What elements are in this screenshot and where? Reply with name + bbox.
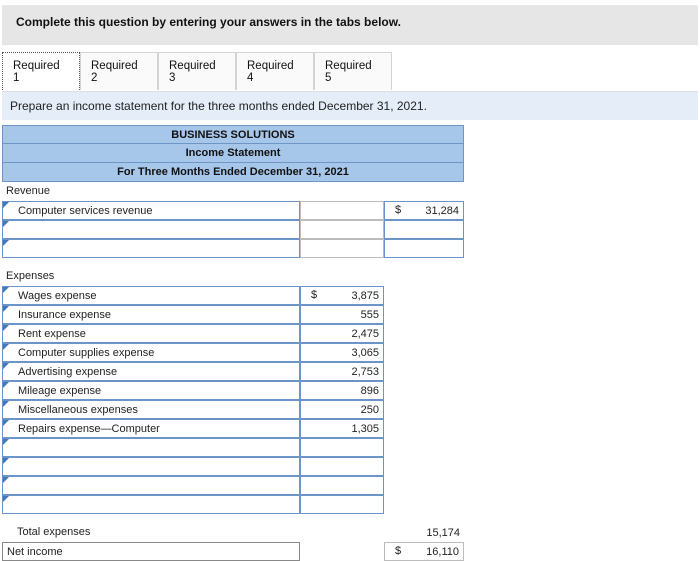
expense-blank-amount[interactable] xyxy=(300,457,384,476)
statement-period: For Three Months Ended December 31, 2021 xyxy=(2,163,464,182)
expense-blank-label[interactable] xyxy=(2,438,300,457)
statement-company: BUSINESS SOLUTIONS xyxy=(2,125,464,144)
expense-label-field[interactable] xyxy=(2,381,300,400)
expense-blank-row xyxy=(2,476,464,495)
expense-blank-row xyxy=(2,457,464,476)
net-income-row xyxy=(2,542,464,561)
expense-amount: 3,065 xyxy=(351,346,379,359)
revenue-label: Computer services revenue xyxy=(18,205,153,217)
expenses-heading: Expenses xyxy=(6,270,55,282)
expense-label: Computer supplies expense xyxy=(18,347,155,359)
dropdown-marker-icon xyxy=(3,382,9,388)
expense-amount-field[interactable] xyxy=(300,324,384,343)
expense-row xyxy=(2,343,464,362)
revenue-heading: Revenue xyxy=(6,185,51,197)
dropdown-marker-icon xyxy=(3,439,9,445)
expense-amount: 1,305 xyxy=(351,422,379,435)
revenue-blank-row-2 xyxy=(2,239,464,258)
dropdown-marker-icon xyxy=(3,202,9,208)
revenue-label-field[interactable] xyxy=(2,201,300,220)
expense-blank-amount[interactable] xyxy=(300,438,384,457)
expense-label: Mileage expense xyxy=(18,385,102,397)
expense-row xyxy=(2,362,464,381)
revenue-blank-label-1[interactable] xyxy=(2,220,300,239)
dropdown-marker-icon xyxy=(3,458,9,464)
expense-amount-field[interactable] xyxy=(300,400,384,419)
expense-label: Advertising expense xyxy=(18,366,118,378)
dropdown-marker-icon xyxy=(3,477,9,483)
revenue-blank-col1-2[interactable] xyxy=(300,239,384,258)
revenue-amount: 31,284 xyxy=(425,204,459,217)
net-income-currency: $ xyxy=(395,545,402,557)
expense-label-field[interactable] xyxy=(2,343,300,362)
question-banner xyxy=(2,5,698,45)
dropdown-marker-icon xyxy=(3,401,9,407)
dropdown-marker-icon xyxy=(3,240,9,246)
expense-label: Repairs expense—Computer xyxy=(18,423,160,435)
dropdown-marker-icon xyxy=(3,287,9,293)
expense-amount-field[interactable] xyxy=(300,305,384,324)
instruction-text: Prepare an income statement for the three months ended December 31, 2021. xyxy=(10,99,427,113)
expense-amount-field[interactable] xyxy=(300,362,384,381)
expense-col2-empty xyxy=(384,286,464,305)
expense-row xyxy=(2,419,464,438)
expense-amount: 896 xyxy=(360,384,379,397)
expense-blank-row xyxy=(2,495,464,514)
revenue-blank-col2-1[interactable] xyxy=(384,220,464,239)
total-expenses-row xyxy=(2,523,464,542)
expenses-heading-row xyxy=(2,267,464,286)
expense-blank-label[interactable] xyxy=(2,495,300,514)
expense-amount: 555 xyxy=(360,308,379,321)
answer-tabs xyxy=(2,52,392,92)
tab-required-1[interactable]: Required 1 xyxy=(2,52,80,90)
expense-row xyxy=(2,381,464,400)
revenue-blank-row-1 xyxy=(2,220,464,239)
expense-label-field[interactable] xyxy=(2,362,300,381)
expense-row xyxy=(2,305,464,324)
total-expenses-amount: 15,174 xyxy=(426,526,460,539)
revenue-currency: $ xyxy=(395,204,402,216)
dropdown-marker-icon xyxy=(3,496,9,502)
expense-blank-row xyxy=(2,438,464,457)
dropdown-marker-icon xyxy=(3,363,9,369)
expense-label: Miscellaneous expenses xyxy=(18,404,138,416)
dropdown-marker-icon xyxy=(3,221,9,227)
expense-label: Insurance expense xyxy=(18,309,111,321)
expense-amount-field[interactable] xyxy=(300,286,384,305)
expense-label-field[interactable] xyxy=(2,286,300,305)
expense-amount-field[interactable] xyxy=(300,381,384,400)
expense-currency: $ xyxy=(311,289,318,301)
revenue-blank-col1-1[interactable] xyxy=(300,220,384,239)
expense-label: Wages expense xyxy=(18,290,97,302)
expense-blank-label[interactable] xyxy=(2,476,300,495)
revenue-amount-field[interactable] xyxy=(384,201,464,220)
net-income-field[interactable] xyxy=(384,542,464,561)
expense-amount: 3,875 xyxy=(351,289,379,302)
total-expenses-label: Total expenses xyxy=(17,526,91,538)
net-income-label: Net income xyxy=(2,542,300,561)
expense-row xyxy=(2,286,464,305)
instruction-bar xyxy=(2,92,698,120)
net-income-amount: 16,110 xyxy=(426,545,459,558)
expense-label: Rent expense xyxy=(18,328,86,340)
revenue-col1-field[interactable] xyxy=(300,201,384,220)
dropdown-marker-icon xyxy=(3,344,9,350)
expense-blank-label[interactable] xyxy=(2,457,300,476)
expense-label-field[interactable] xyxy=(2,400,300,419)
tab-required-2[interactable]: Required 2 xyxy=(80,52,158,90)
expense-row xyxy=(2,400,464,419)
dropdown-marker-icon xyxy=(3,325,9,331)
expense-label-field[interactable] xyxy=(2,419,300,438)
income-statement xyxy=(2,125,464,561)
tab-required-3[interactable]: Required 3 xyxy=(158,52,236,90)
tab-required-4[interactable]: Required 4 xyxy=(236,52,314,90)
expense-row xyxy=(2,324,464,343)
banner-text: Complete this question by entering your answers in the tabs below. xyxy=(16,15,401,29)
revenue-blank-col2-2[interactable] xyxy=(384,239,464,258)
dropdown-marker-icon xyxy=(3,420,9,426)
expense-label-field[interactable] xyxy=(2,305,300,324)
expense-amount: 250 xyxy=(360,403,379,416)
expense-amount-field[interactable] xyxy=(300,419,384,438)
expense-amount-field[interactable] xyxy=(300,343,384,362)
tab-required-5[interactable]: Required 5 xyxy=(314,52,392,90)
statement-title: Income Statement xyxy=(2,144,464,163)
revenue-heading-row xyxy=(2,182,464,201)
dropdown-marker-icon xyxy=(3,306,9,312)
revenue-row xyxy=(2,201,464,220)
expense-label-field[interactable] xyxy=(2,324,300,343)
section-spacer xyxy=(2,514,464,523)
section-spacer xyxy=(2,258,464,267)
expense-amount: 2,753 xyxy=(351,365,379,378)
expense-blank-amount[interactable] xyxy=(300,495,384,514)
expense-blank-amount[interactable] xyxy=(300,476,384,495)
expense-amount: 2,475 xyxy=(351,327,379,340)
revenue-blank-label-2[interactable] xyxy=(2,239,300,258)
